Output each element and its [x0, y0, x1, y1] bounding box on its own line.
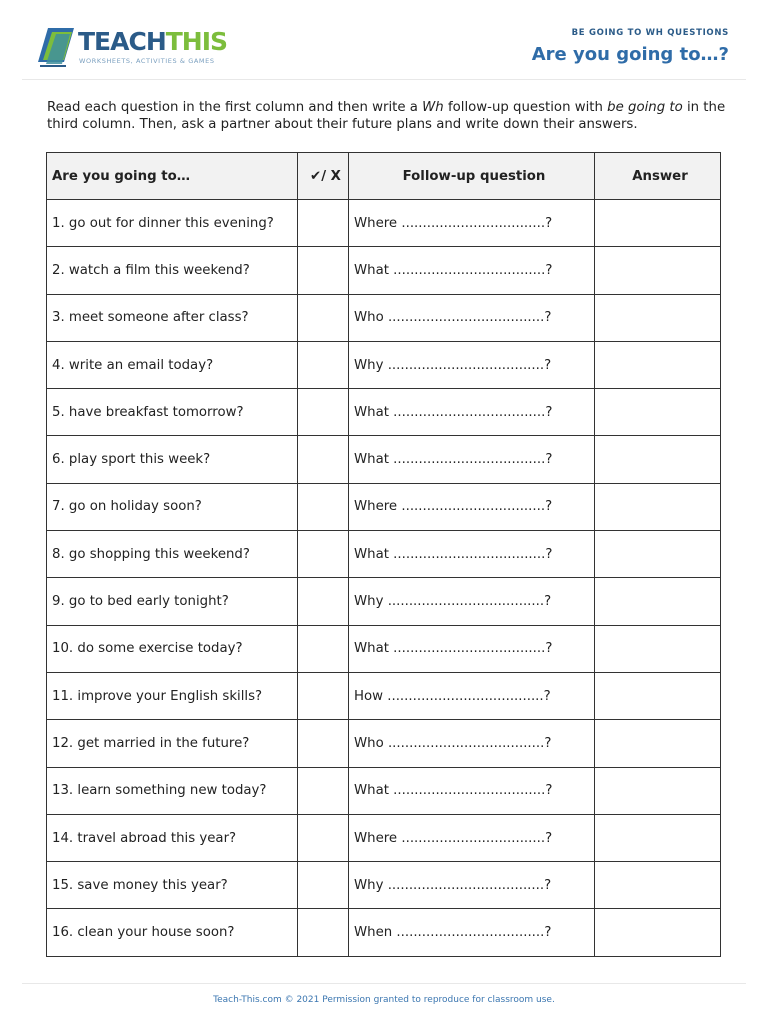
table-row — [47, 294, 721, 341]
check-cell[interactable] — [298, 767, 349, 814]
check-cell[interactable] — [298, 200, 349, 247]
fill-in-blank: .....................................? — [387, 357, 552, 373]
wh-word: What — [354, 641, 389, 657]
check-cell[interactable] — [298, 862, 349, 909]
question-cell: 2. watch a film this weekend? — [47, 247, 298, 294]
wh-word: When — [354, 925, 393, 941]
fill-in-blank: .....................................? — [387, 310, 552, 326]
question-cell: 8. go shopping this weekend? — [47, 531, 298, 578]
wh-word: What — [354, 783, 389, 799]
answer-cell[interactable] — [595, 200, 721, 247]
question-cell: 1. go out for dinner this evening? — [47, 200, 298, 247]
question-cell: 3. meet someone after class? — [47, 294, 298, 341]
question-cell: 4. write an email today? — [47, 341, 298, 388]
table-row — [47, 814, 721, 861]
answer-cell[interactable] — [595, 483, 721, 530]
page-title: Are you going to…? — [531, 44, 729, 65]
column-header-follow-up: Follow-up question — [349, 153, 595, 200]
check-cell[interactable] — [298, 672, 349, 719]
answer-cell[interactable] — [595, 531, 721, 578]
follow-up-cell[interactable] — [349, 341, 595, 388]
answer-cell[interactable] — [595, 247, 721, 294]
answer-cell[interactable] — [595, 436, 721, 483]
check-cell[interactable] — [298, 909, 349, 956]
question-cell: 7. go on holiday soon? — [47, 483, 298, 530]
question-cell: 14. travel abroad this year? — [47, 814, 298, 861]
table-row — [47, 341, 721, 388]
fill-in-blank: .....................................? — [387, 594, 552, 610]
fill-in-blank: ..................................? — [401, 830, 553, 846]
table-row — [47, 672, 721, 719]
question-cell: 16. clean your house soon? — [47, 909, 298, 956]
wh-word: How — [354, 688, 384, 704]
answer-cell[interactable] — [595, 720, 721, 767]
check-cell[interactable] — [298, 389, 349, 436]
wh-word: What — [354, 262, 389, 278]
worksheet-table — [46, 152, 721, 957]
answer-cell[interactable] — [595, 578, 721, 625]
answer-cell[interactable] — [595, 341, 721, 388]
table-row — [47, 483, 721, 530]
wh-word: Why — [354, 594, 384, 610]
wh-word: What — [354, 546, 389, 562]
follow-up-cell[interactable] — [349, 720, 595, 767]
fill-in-blank: ....................................? — [393, 404, 553, 420]
follow-up-cell[interactable] — [349, 531, 595, 578]
check-cell[interactable] — [298, 720, 349, 767]
answer-cell[interactable] — [595, 625, 721, 672]
question-cell: 11. improve your English skills? — [47, 672, 298, 719]
check-cell[interactable] — [298, 247, 349, 294]
fill-in-blank: ....................................? — [393, 641, 553, 657]
wh-word: Where — [354, 215, 398, 231]
follow-up-cell[interactable] — [349, 483, 595, 530]
follow-up-cell[interactable] — [349, 625, 595, 672]
question-cell: 6. play sport this week? — [47, 436, 298, 483]
table-row — [47, 909, 721, 956]
teach-this-logo[interactable] — [36, 24, 236, 72]
book-logo-icon — [36, 24, 78, 68]
follow-up-cell[interactable] — [349, 672, 595, 719]
footer-divider — [22, 983, 746, 984]
wh-word: Who — [354, 735, 384, 751]
fill-in-blank: .....................................? — [387, 877, 552, 893]
table-row — [47, 436, 721, 483]
fill-in-blank: ...................................? — [396, 925, 552, 941]
worksheet-topic: BE GOING TO WH QUESTIONS — [571, 28, 729, 38]
question-cell: 13. learn something new today? — [47, 767, 298, 814]
table-row — [47, 578, 721, 625]
column-header-check: ✔/ X — [298, 153, 349, 200]
fill-in-blank: .....................................? — [387, 688, 551, 704]
copyright-footer: Teach-This.com © 2021 Permission granted to reproduce for classroom use. — [213, 995, 555, 1005]
wh-word: Why — [354, 877, 384, 893]
fill-in-blank: .....................................? — [387, 735, 552, 751]
logo-this-text: THIS — [165, 27, 228, 56]
answer-cell[interactable] — [595, 862, 721, 909]
follow-up-cell[interactable] — [349, 767, 595, 814]
question-cell: 5. have breakfast tomorrow? — [47, 389, 298, 436]
table-row — [47, 862, 721, 909]
follow-up-cell[interactable] — [349, 389, 595, 436]
table-row — [47, 200, 721, 247]
header-divider — [22, 79, 746, 80]
follow-up-cell[interactable] — [349, 294, 595, 341]
logo-wordmark — [78, 27, 227, 57]
column-header-question: Are you going to… — [47, 153, 298, 200]
instructions-part-3: in the third column. Then, ask a partner about their future plans and write down their answers. — [47, 100, 726, 132]
fill-in-blank: ....................................? — [393, 546, 553, 562]
question-cell: 12. get married in the future? — [47, 720, 298, 767]
fill-in-blank: ..................................? — [401, 499, 553, 515]
instructions-part-1: Read each question in the first column and then write a — [47, 100, 423, 115]
table-row — [47, 247, 721, 294]
page-header — [0, 0, 768, 80]
fill-in-blank: ....................................? — [393, 452, 553, 468]
follow-up-cell[interactable] — [349, 436, 595, 483]
question-cell: 9. go to bed early tonight? — [47, 578, 298, 625]
check-cell[interactable] — [298, 531, 349, 578]
check-cell[interactable] — [298, 341, 349, 388]
fill-in-blank: ....................................? — [393, 783, 553, 799]
logo-tagline: WORKSHEETS, ACTIVITIES & GAMES — [79, 57, 215, 65]
table-row — [47, 625, 721, 672]
logo-teach-text: TEACH — [78, 27, 166, 56]
fill-in-blank: ..................................? — [401, 215, 553, 231]
answer-cell[interactable] — [595, 672, 721, 719]
wh-word: Why — [354, 357, 384, 373]
check-cell[interactable] — [298, 436, 349, 483]
follow-up-cell[interactable] — [349, 862, 595, 909]
table-header-row — [47, 153, 721, 200]
question-cell: 15. save money this year? — [47, 862, 298, 909]
table-row — [47, 767, 721, 814]
answer-cell[interactable] — [595, 814, 721, 861]
check-cell[interactable] — [298, 625, 349, 672]
check-cell[interactable] — [298, 483, 349, 530]
follow-up-cell[interactable] — [349, 578, 595, 625]
wh-word: Where — [354, 830, 398, 846]
answer-cell[interactable] — [595, 767, 721, 814]
column-header-answer: Answer — [595, 153, 721, 200]
instructions-part-2: follow-up question with — [443, 100, 608, 115]
wh-word: Who — [354, 310, 384, 326]
check-cell[interactable] — [298, 578, 349, 625]
table-row — [47, 531, 721, 578]
check-cell[interactable] — [298, 294, 349, 341]
table-row — [47, 389, 721, 436]
answer-cell[interactable] — [595, 909, 721, 956]
follow-up-cell[interactable] — [349, 247, 595, 294]
wh-word: What — [354, 452, 389, 468]
instructions — [47, 100, 737, 133]
wh-word: What — [354, 404, 389, 420]
follow-up-cell[interactable] — [349, 200, 595, 247]
question-cell: 10. do some exercise today? — [47, 625, 298, 672]
follow-up-cell[interactable] — [349, 814, 595, 861]
check-cell[interactable] — [298, 814, 349, 861]
wh-word: Where — [354, 499, 398, 515]
answer-cell[interactable] — [595, 294, 721, 341]
instructions-emphasis-wh: Wh — [422, 100, 444, 115]
table-row — [47, 720, 721, 767]
instructions-emphasis-be-going-to: be going to — [607, 100, 683, 115]
follow-up-cell[interactable] — [349, 909, 595, 956]
fill-in-blank: ....................................? — [393, 262, 553, 278]
answer-cell[interactable] — [595, 389, 721, 436]
